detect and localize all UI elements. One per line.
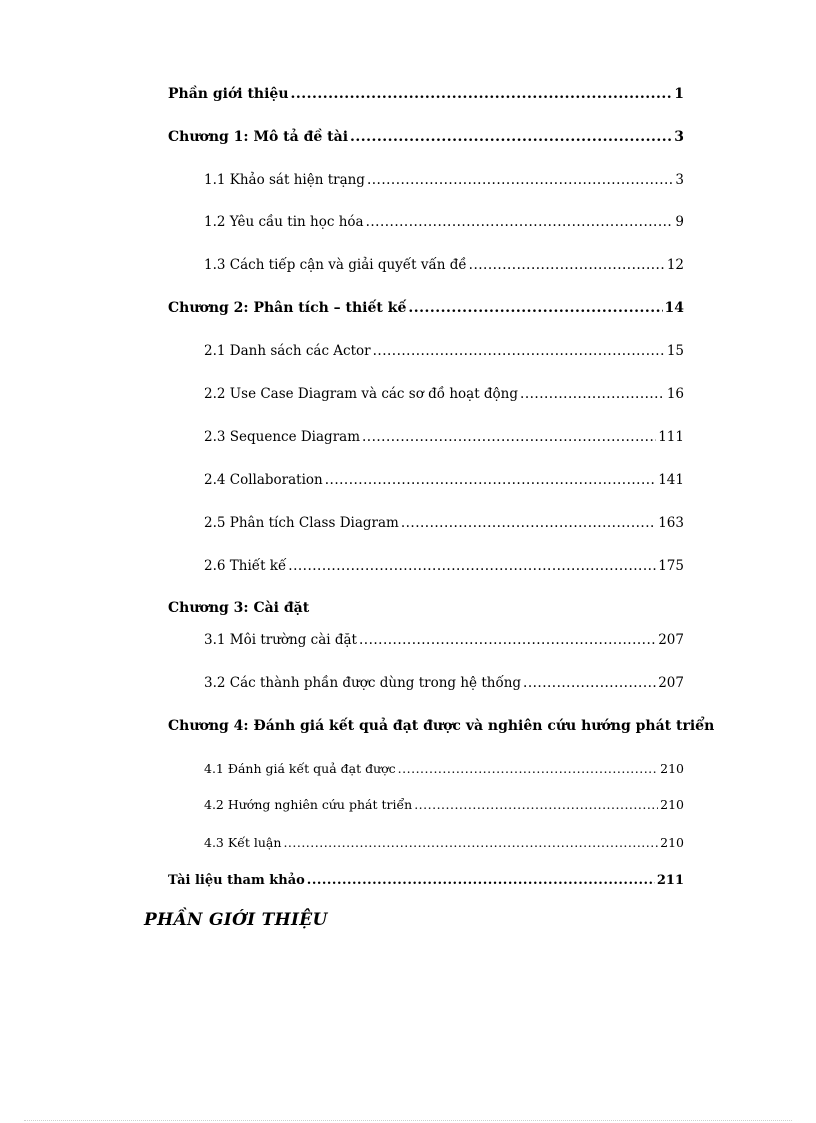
toc-leader-dots (414, 797, 658, 812)
toc-page-number: 3 (674, 129, 684, 145)
toc-entry-label: Tài liệu tham khảo (168, 873, 305, 888)
toc-entry-4-1 (204, 761, 684, 776)
toc-page-number: 16 (666, 386, 684, 402)
toc-entry-label: 4.2 Hướng nghiên cứu phát triển (204, 797, 413, 812)
toc-entry-label: 2.2 Use Case Diagram và các sơ đồ hoạt động (204, 386, 519, 402)
toc-page-number: 163 (658, 515, 684, 531)
toc-leader-dots (367, 172, 673, 188)
toc-leader-dots (362, 429, 656, 445)
toc-entry-label: 1.3 Cách tiếp cận và giải quyết vấn đề (204, 257, 467, 273)
toc-entry-label: 1.2 Yêu cầu tin học hóa (204, 214, 364, 230)
toc-entry-2-4 (204, 472, 684, 488)
toc-entry-label: 2.1 Danh sách các Actor (204, 343, 371, 359)
toc-page-number: 211 (656, 873, 684, 888)
toc-page-number: 210 (660, 835, 684, 850)
toc-entry-label: 2.4 Collaboration (204, 472, 323, 488)
toc-entry-label: 4.3 Kết luận (204, 835, 282, 850)
toc-page-number: 175 (658, 558, 684, 574)
toc-entry-1-2 (204, 214, 684, 230)
toc-page-number: 207 (658, 675, 684, 691)
toc-entry-1-1 (204, 172, 684, 188)
toc-entry-label: 1.1 Khảo sát hiện trạng (204, 172, 365, 188)
section-title: PHẦN GIỚI THIỆU (144, 910, 328, 930)
toc-entry-2-6 (204, 558, 684, 574)
toc-entry-label: Phần giới thiệu (168, 86, 289, 102)
toc-page-number: 111 (658, 429, 684, 445)
toc-entry-1-3 (204, 257, 684, 273)
toc-leader-dots (469, 257, 665, 273)
toc-entry-label: Chương 3: Cài đặt (168, 600, 310, 616)
toc-entry-label: Chương 1: Mô tả đề tài (168, 129, 349, 145)
toc-entry-3-1 (204, 632, 684, 648)
toc-entry-2-5 (204, 515, 684, 531)
toc-entry-4-3 (204, 835, 684, 850)
toc-entry-2-1 (204, 343, 684, 359)
toc-entry-4-2 (204, 797, 684, 812)
toc-entry-label: 2.5 Phân tích Class Diagram (204, 515, 399, 531)
toc-page-number: 210 (660, 761, 684, 776)
toc-entry-label: 2.6 Thiết kế (204, 558, 287, 574)
toc-page-number: 14 (664, 300, 684, 316)
toc-leader-dots (523, 675, 656, 691)
toc-page-number: 210 (660, 797, 684, 812)
page-bottom-divider (24, 1120, 792, 1121)
toc-leader-dots (408, 300, 662, 316)
toc-leader-dots (291, 86, 673, 102)
toc-entry-references (168, 873, 684, 888)
toc-entry-label: 3.1 Môi trường cài đặt (204, 632, 357, 648)
toc-entry-chapter-3 (168, 600, 309, 616)
toc-page-number: 141 (658, 472, 684, 488)
toc-page-number: 3 (675, 172, 684, 188)
toc-leader-dots (366, 214, 674, 230)
toc-leader-dots (307, 873, 655, 888)
toc-entry-intro (168, 86, 684, 102)
toc-leader-dots (359, 632, 656, 648)
toc-leader-dots (520, 386, 665, 402)
toc-leader-dots (350, 129, 672, 145)
toc-leader-dots (325, 472, 656, 488)
toc-leader-dots (373, 343, 665, 359)
toc-page-number: 207 (658, 632, 684, 648)
toc-page-number: 9 (675, 214, 684, 230)
toc-leader-dots (283, 835, 658, 850)
toc-entry-chapter-4 (168, 718, 714, 734)
toc-entry-label: 4.1 Đánh giá kết quả đạt được (204, 761, 396, 776)
toc-page-number: 15 (666, 343, 684, 359)
toc-page-number: 1 (674, 86, 684, 102)
toc-entry-label: Chương 2: Phân tích – thiết kế (168, 300, 407, 316)
toc-leader-dots (288, 558, 656, 574)
toc-page-number: 12 (666, 257, 684, 273)
toc-entry-label: 2.3 Sequence Diagram (204, 429, 360, 445)
toc-entry-chapter-2 (168, 300, 684, 316)
toc-leader-dots (401, 515, 656, 531)
toc-leader-dots (398, 761, 658, 776)
toc-entry-2-3 (204, 429, 684, 445)
toc-entry-3-2 (204, 675, 684, 691)
toc-entry-label: Chương 4: Đánh giá kết quả đạt được và nghiên cứu hướng phát triển (168, 718, 715, 734)
toc-entry-chapter-1 (168, 129, 684, 145)
toc-entry-label: 3.2 Các thành phần được dùng trong hệ thống (204, 675, 522, 691)
toc-entry-2-2 (204, 386, 684, 402)
